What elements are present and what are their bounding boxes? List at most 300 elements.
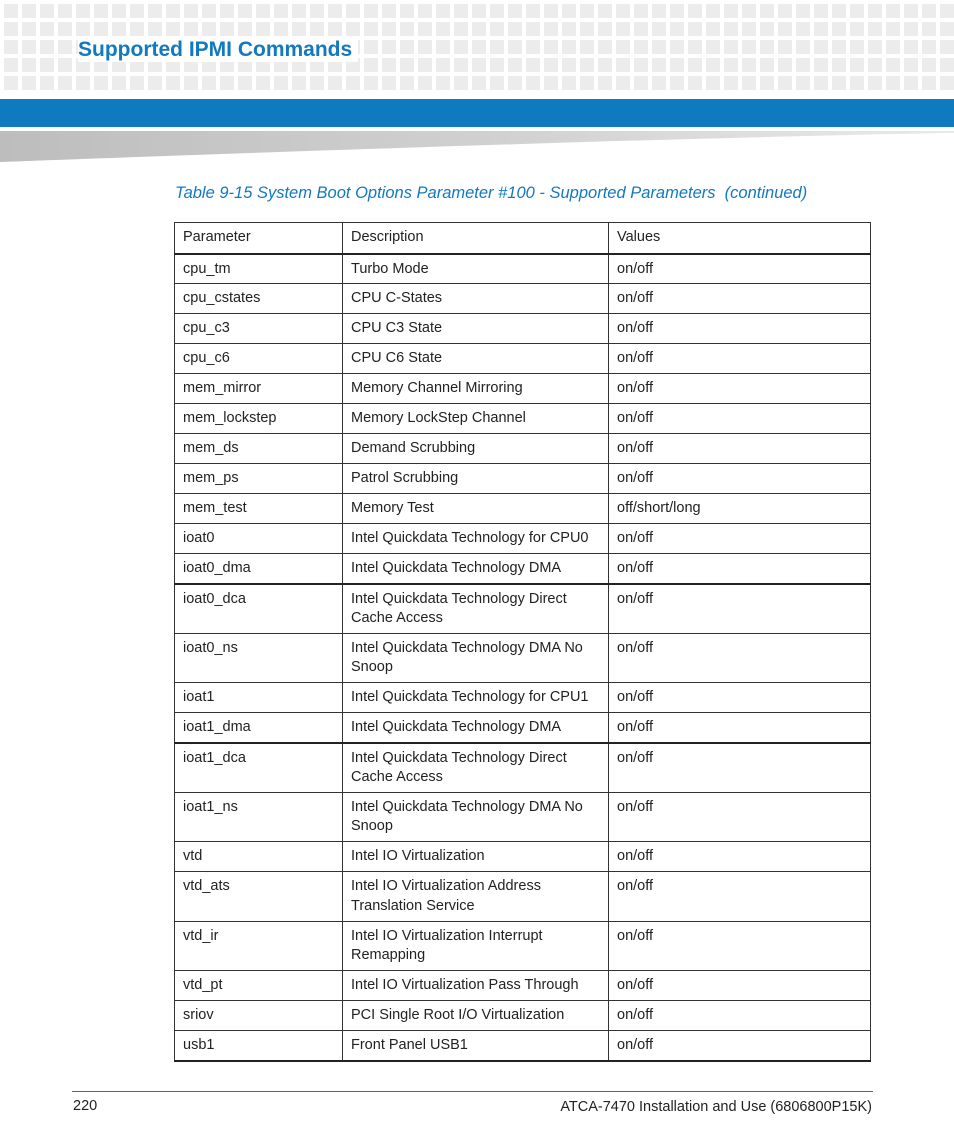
header-tile bbox=[526, 40, 540, 54]
header-tile bbox=[886, 58, 900, 72]
header-tile bbox=[562, 22, 576, 36]
table-row bbox=[175, 683, 871, 713]
cell-description: Intel Quickdata Technology DMA bbox=[343, 554, 609, 584]
table-row bbox=[175, 524, 871, 554]
cell-values: on/off bbox=[609, 743, 871, 793]
cell-description: Turbo Mode bbox=[343, 254, 609, 284]
header-tile bbox=[634, 22, 648, 36]
cell-values: on/off bbox=[609, 842, 871, 872]
header-tile bbox=[778, 40, 792, 54]
header-tile bbox=[202, 4, 216, 18]
header-tile bbox=[814, 4, 828, 18]
header-tile bbox=[796, 4, 810, 18]
header-tile bbox=[346, 4, 360, 18]
cell-description: Intel IO Virtualization Address Translation Service bbox=[343, 872, 609, 922]
cell-values: on/off bbox=[609, 254, 871, 284]
header-tile bbox=[868, 58, 882, 72]
header-tile bbox=[130, 4, 144, 18]
cell-values: on/off bbox=[609, 314, 871, 344]
header-tile bbox=[292, 4, 306, 18]
header-tile bbox=[364, 22, 378, 36]
header-tile bbox=[832, 4, 846, 18]
header-tile bbox=[22, 58, 36, 72]
header-tile bbox=[40, 40, 54, 54]
header-tile bbox=[940, 40, 954, 54]
table-row bbox=[175, 743, 871, 793]
table-row bbox=[175, 842, 871, 872]
cell-parameter: mem_ds bbox=[175, 434, 343, 464]
cell-description: Demand Scrubbing bbox=[343, 434, 609, 464]
header-tile bbox=[706, 22, 720, 36]
header-tile bbox=[508, 76, 522, 90]
header-tile bbox=[868, 40, 882, 54]
cell-description: Intel Quickdata Technology DMA No Snoop bbox=[343, 792, 609, 842]
header-tile bbox=[382, 22, 396, 36]
header-tile bbox=[688, 22, 702, 36]
cell-description: Memory Test bbox=[343, 494, 609, 524]
header-tile bbox=[742, 22, 756, 36]
cell-description: Intel Quickdata Technology for CPU1 bbox=[343, 683, 609, 713]
cell-parameter: ioat1_dca bbox=[175, 743, 343, 793]
header-tile bbox=[454, 4, 468, 18]
header-tile bbox=[616, 22, 630, 36]
header-tile bbox=[814, 22, 828, 36]
header-tile bbox=[274, 4, 288, 18]
header-tile bbox=[724, 58, 738, 72]
header-tile bbox=[562, 40, 576, 54]
header-tile bbox=[238, 76, 252, 90]
table-row bbox=[175, 404, 871, 434]
cell-description: Front Panel USB1 bbox=[343, 1031, 609, 1061]
header-tile bbox=[4, 76, 18, 90]
document-title: ATCA-7470 Installation and Use (6806800P15K) bbox=[560, 1099, 872, 1115]
header-tile bbox=[922, 76, 936, 90]
column-header-parameter: Parameter bbox=[175, 223, 343, 254]
header-tile bbox=[598, 4, 612, 18]
header-tile bbox=[796, 40, 810, 54]
header-tile bbox=[652, 22, 666, 36]
cell-description: Intel IO Virtualization Interrupt Remapping bbox=[343, 921, 609, 971]
cell-parameter: usb1 bbox=[175, 1031, 343, 1061]
header-tile bbox=[490, 40, 504, 54]
header-tile bbox=[310, 76, 324, 90]
table-row bbox=[175, 872, 871, 922]
header-tile bbox=[148, 76, 162, 90]
cell-description: Intel Quickdata Technology for CPU0 bbox=[343, 524, 609, 554]
header-tile bbox=[850, 4, 864, 18]
header-tile bbox=[292, 76, 306, 90]
cell-values: on/off bbox=[609, 971, 871, 1001]
header-tile bbox=[526, 76, 540, 90]
header-tile bbox=[94, 76, 108, 90]
header-tile bbox=[796, 76, 810, 90]
cell-values: on/off bbox=[609, 1001, 871, 1031]
header-tile bbox=[598, 58, 612, 72]
table-header-row bbox=[175, 223, 871, 254]
header-tile bbox=[886, 76, 900, 90]
header-tile bbox=[40, 22, 54, 36]
header-grey-swoosh bbox=[0, 131, 954, 164]
header-tile bbox=[436, 22, 450, 36]
header-tile bbox=[220, 22, 234, 36]
header-tile bbox=[742, 76, 756, 90]
header-tile bbox=[508, 22, 522, 36]
header-tile bbox=[112, 22, 126, 36]
header-tile bbox=[166, 22, 180, 36]
header-tile bbox=[58, 58, 72, 72]
table-row bbox=[175, 254, 871, 284]
header-tile bbox=[94, 22, 108, 36]
cell-values: on/off bbox=[609, 633, 871, 683]
header-tile bbox=[580, 58, 594, 72]
header-tile bbox=[706, 58, 720, 72]
header-tile bbox=[616, 76, 630, 90]
header-tile bbox=[454, 40, 468, 54]
header-tile bbox=[598, 76, 612, 90]
header-tile bbox=[778, 4, 792, 18]
table-row bbox=[175, 713, 871, 743]
header-tile bbox=[688, 76, 702, 90]
header-tile bbox=[850, 22, 864, 36]
column-header-description: Description bbox=[343, 223, 609, 254]
footer-rule bbox=[72, 1091, 873, 1092]
header-tile bbox=[670, 4, 684, 18]
cell-description: Intel IO Virtualization bbox=[343, 842, 609, 872]
cell-values: on/off bbox=[609, 683, 871, 713]
header-tile bbox=[724, 22, 738, 36]
cell-parameter: mem_ps bbox=[175, 464, 343, 494]
cell-description: Intel IO Virtualization Pass Through bbox=[343, 971, 609, 1001]
cell-description: CPU C3 State bbox=[343, 314, 609, 344]
cell-values: off/short/long bbox=[609, 494, 871, 524]
header-tile bbox=[184, 4, 198, 18]
header-tile bbox=[256, 4, 270, 18]
header-tile bbox=[850, 40, 864, 54]
table-row bbox=[175, 1001, 871, 1031]
table-row bbox=[175, 284, 871, 314]
header-tile bbox=[580, 76, 594, 90]
header-tile bbox=[634, 40, 648, 54]
header-tile bbox=[166, 76, 180, 90]
cell-parameter: mem_test bbox=[175, 494, 343, 524]
header-tile bbox=[580, 40, 594, 54]
header-tile bbox=[328, 76, 342, 90]
cell-values: on/off bbox=[609, 792, 871, 842]
header-tile bbox=[328, 22, 342, 36]
header-tile bbox=[4, 58, 18, 72]
table-row bbox=[175, 344, 871, 374]
header-tile bbox=[814, 40, 828, 54]
cell-parameter: mem_lockstep bbox=[175, 404, 343, 434]
header-tile bbox=[832, 22, 846, 36]
cell-description: CPU C-States bbox=[343, 284, 609, 314]
header-tile bbox=[616, 58, 630, 72]
header-tile bbox=[778, 22, 792, 36]
header-tile bbox=[652, 76, 666, 90]
header-tile bbox=[562, 4, 576, 18]
header-tile bbox=[202, 22, 216, 36]
cell-description: Memory Channel Mirroring bbox=[343, 374, 609, 404]
header-tile bbox=[382, 40, 396, 54]
cell-parameter: ioat1 bbox=[175, 683, 343, 713]
header-tile bbox=[706, 4, 720, 18]
header-tile bbox=[724, 76, 738, 90]
header-tile bbox=[544, 22, 558, 36]
cell-parameter: ioat1_ns bbox=[175, 792, 343, 842]
table-row bbox=[175, 494, 871, 524]
header-tile bbox=[688, 4, 702, 18]
header-tile bbox=[814, 76, 828, 90]
cell-values: on/off bbox=[609, 921, 871, 971]
cell-parameter: cpu_c6 bbox=[175, 344, 343, 374]
table-row bbox=[175, 464, 871, 494]
cell-parameter: vtd_ats bbox=[175, 872, 343, 922]
header-tile bbox=[220, 76, 234, 90]
header-tile bbox=[256, 76, 270, 90]
header-tile bbox=[652, 4, 666, 18]
table-row bbox=[175, 584, 871, 634]
header-tile bbox=[580, 22, 594, 36]
cell-parameter: ioat1_dma bbox=[175, 713, 343, 743]
table-row bbox=[175, 374, 871, 404]
header-tile bbox=[364, 58, 378, 72]
header-tile bbox=[148, 4, 162, 18]
header-tile bbox=[436, 76, 450, 90]
cell-parameter: ioat0_ns bbox=[175, 633, 343, 683]
header-tile bbox=[490, 76, 504, 90]
header-tile bbox=[670, 76, 684, 90]
header-tile bbox=[940, 22, 954, 36]
header-tile bbox=[526, 58, 540, 72]
header-tile bbox=[508, 4, 522, 18]
header-tile bbox=[490, 4, 504, 18]
header-tile bbox=[364, 40, 378, 54]
header-tile bbox=[760, 22, 774, 36]
header-tile bbox=[40, 58, 54, 72]
header-tile bbox=[130, 76, 144, 90]
header-tile bbox=[634, 76, 648, 90]
table-row bbox=[175, 554, 871, 584]
header-tile bbox=[616, 4, 630, 18]
header-tile bbox=[418, 4, 432, 18]
header-tile bbox=[130, 22, 144, 36]
column-header-values: Values bbox=[609, 223, 871, 254]
page-number: 220 bbox=[73, 1098, 98, 1114]
header-tile bbox=[436, 40, 450, 54]
header-tile bbox=[562, 76, 576, 90]
table-row bbox=[175, 434, 871, 464]
header-tile bbox=[886, 22, 900, 36]
header-tile bbox=[760, 40, 774, 54]
table-row bbox=[175, 792, 871, 842]
cell-description: Patrol Scrubbing bbox=[343, 464, 609, 494]
header-tile bbox=[454, 22, 468, 36]
header-tile bbox=[4, 4, 18, 18]
header-tile bbox=[58, 76, 72, 90]
header-tile bbox=[58, 40, 72, 54]
header-tile bbox=[472, 58, 486, 72]
header-tile bbox=[742, 58, 756, 72]
header-tile bbox=[670, 22, 684, 36]
header-tile bbox=[760, 58, 774, 72]
header-tile bbox=[418, 58, 432, 72]
header-tile bbox=[688, 40, 702, 54]
header-tile bbox=[22, 22, 36, 36]
header-tile bbox=[544, 76, 558, 90]
header-tile bbox=[886, 4, 900, 18]
header-tile bbox=[454, 76, 468, 90]
header-tile bbox=[490, 58, 504, 72]
header-tile bbox=[472, 76, 486, 90]
header-tile bbox=[508, 40, 522, 54]
header-tile bbox=[58, 4, 72, 18]
cell-parameter: vtd_pt bbox=[175, 971, 343, 1001]
header-tile bbox=[184, 76, 198, 90]
cell-values: on/off bbox=[609, 1031, 871, 1061]
header-tile bbox=[382, 58, 396, 72]
header-tile bbox=[4, 40, 18, 54]
cell-parameter: cpu_cstates bbox=[175, 284, 343, 314]
header-tile bbox=[58, 22, 72, 36]
cell-description: Intel Quickdata Technology Direct Cache Access bbox=[343, 584, 609, 634]
header-tile bbox=[166, 4, 180, 18]
header-tile bbox=[274, 76, 288, 90]
header-tile bbox=[940, 58, 954, 72]
header-tile bbox=[742, 40, 756, 54]
header-tile bbox=[904, 76, 918, 90]
cell-description: Intel Quickdata Technology DMA No Snoop bbox=[343, 633, 609, 683]
cell-values: on/off bbox=[609, 524, 871, 554]
header-tile bbox=[346, 22, 360, 36]
header-tile bbox=[724, 40, 738, 54]
cell-parameter: sriov bbox=[175, 1001, 343, 1031]
table-row bbox=[175, 921, 871, 971]
cell-values: on/off bbox=[609, 464, 871, 494]
header-tile bbox=[598, 40, 612, 54]
cell-parameter: mem_mirror bbox=[175, 374, 343, 404]
header-tile bbox=[742, 4, 756, 18]
header-tile bbox=[310, 22, 324, 36]
header-tile bbox=[724, 4, 738, 18]
header-tile bbox=[400, 76, 414, 90]
cell-values: on/off bbox=[609, 434, 871, 464]
header-tile bbox=[400, 40, 414, 54]
header-tile bbox=[904, 58, 918, 72]
header-tile bbox=[400, 58, 414, 72]
header-tile bbox=[76, 4, 90, 18]
header-tile bbox=[418, 76, 432, 90]
cell-values: on/off bbox=[609, 404, 871, 434]
table-body bbox=[175, 254, 871, 1061]
header-tile bbox=[400, 22, 414, 36]
cell-parameter: ioat0_dma bbox=[175, 554, 343, 584]
header-tile bbox=[22, 40, 36, 54]
header-tile bbox=[886, 40, 900, 54]
header-tile bbox=[40, 76, 54, 90]
header-tile bbox=[4, 22, 18, 36]
header-tile bbox=[328, 4, 342, 18]
header-tile bbox=[616, 40, 630, 54]
header-tile bbox=[472, 4, 486, 18]
header-tile bbox=[760, 76, 774, 90]
header-tile bbox=[490, 22, 504, 36]
header-tile bbox=[868, 4, 882, 18]
header-tile bbox=[76, 76, 90, 90]
header-tile bbox=[22, 4, 36, 18]
header-tile bbox=[526, 4, 540, 18]
header-tile bbox=[652, 58, 666, 72]
table-row bbox=[175, 1031, 871, 1061]
header-tile bbox=[760, 4, 774, 18]
header-tile bbox=[544, 40, 558, 54]
cell-parameter: vtd_ir bbox=[175, 921, 343, 971]
cell-values: on/off bbox=[609, 554, 871, 584]
cell-values: on/off bbox=[609, 284, 871, 314]
header-tile bbox=[922, 22, 936, 36]
header-tile bbox=[922, 4, 936, 18]
table-row bbox=[175, 314, 871, 344]
header-tile bbox=[148, 22, 162, 36]
header-tile bbox=[706, 40, 720, 54]
header-tile bbox=[814, 58, 828, 72]
header-tile bbox=[832, 40, 846, 54]
header-tile bbox=[922, 58, 936, 72]
header-tile bbox=[904, 40, 918, 54]
header-tile bbox=[850, 76, 864, 90]
header-tile bbox=[238, 22, 252, 36]
cell-description: CPU C6 State bbox=[343, 344, 609, 374]
header-tile bbox=[562, 58, 576, 72]
header-tile bbox=[778, 58, 792, 72]
header-tile bbox=[688, 58, 702, 72]
cell-parameter: cpu_tm bbox=[175, 254, 343, 284]
header-tile bbox=[40, 4, 54, 18]
cell-values: on/off bbox=[609, 584, 871, 634]
header-tile bbox=[112, 76, 126, 90]
cell-parameter: ioat0 bbox=[175, 524, 343, 554]
header-tile bbox=[220, 4, 234, 18]
header-tile bbox=[472, 40, 486, 54]
header-tile bbox=[400, 4, 414, 18]
cell-values: on/off bbox=[609, 713, 871, 743]
header-tile bbox=[508, 58, 522, 72]
header-tile bbox=[778, 76, 792, 90]
header-blue-band bbox=[0, 99, 954, 127]
header-tile bbox=[418, 22, 432, 36]
header-tile bbox=[580, 4, 594, 18]
table-row bbox=[175, 633, 871, 683]
header-tile bbox=[850, 58, 864, 72]
header-tile bbox=[382, 76, 396, 90]
header-tile bbox=[364, 4, 378, 18]
header-tile bbox=[922, 40, 936, 54]
header-tile bbox=[904, 22, 918, 36]
header-tile bbox=[22, 76, 36, 90]
cell-parameter: vtd bbox=[175, 842, 343, 872]
header-tile bbox=[634, 58, 648, 72]
cell-values: on/off bbox=[609, 344, 871, 374]
header-tile bbox=[634, 4, 648, 18]
header-tile bbox=[940, 76, 954, 90]
cell-description: PCI Single Root I/O Virtualization bbox=[343, 1001, 609, 1031]
header-tile bbox=[670, 40, 684, 54]
header-tile bbox=[832, 76, 846, 90]
cell-values: on/off bbox=[609, 872, 871, 922]
header-tile bbox=[598, 22, 612, 36]
cell-description: Intel Quickdata Technology DMA bbox=[343, 713, 609, 743]
header-tile bbox=[436, 58, 450, 72]
header-tile bbox=[526, 22, 540, 36]
